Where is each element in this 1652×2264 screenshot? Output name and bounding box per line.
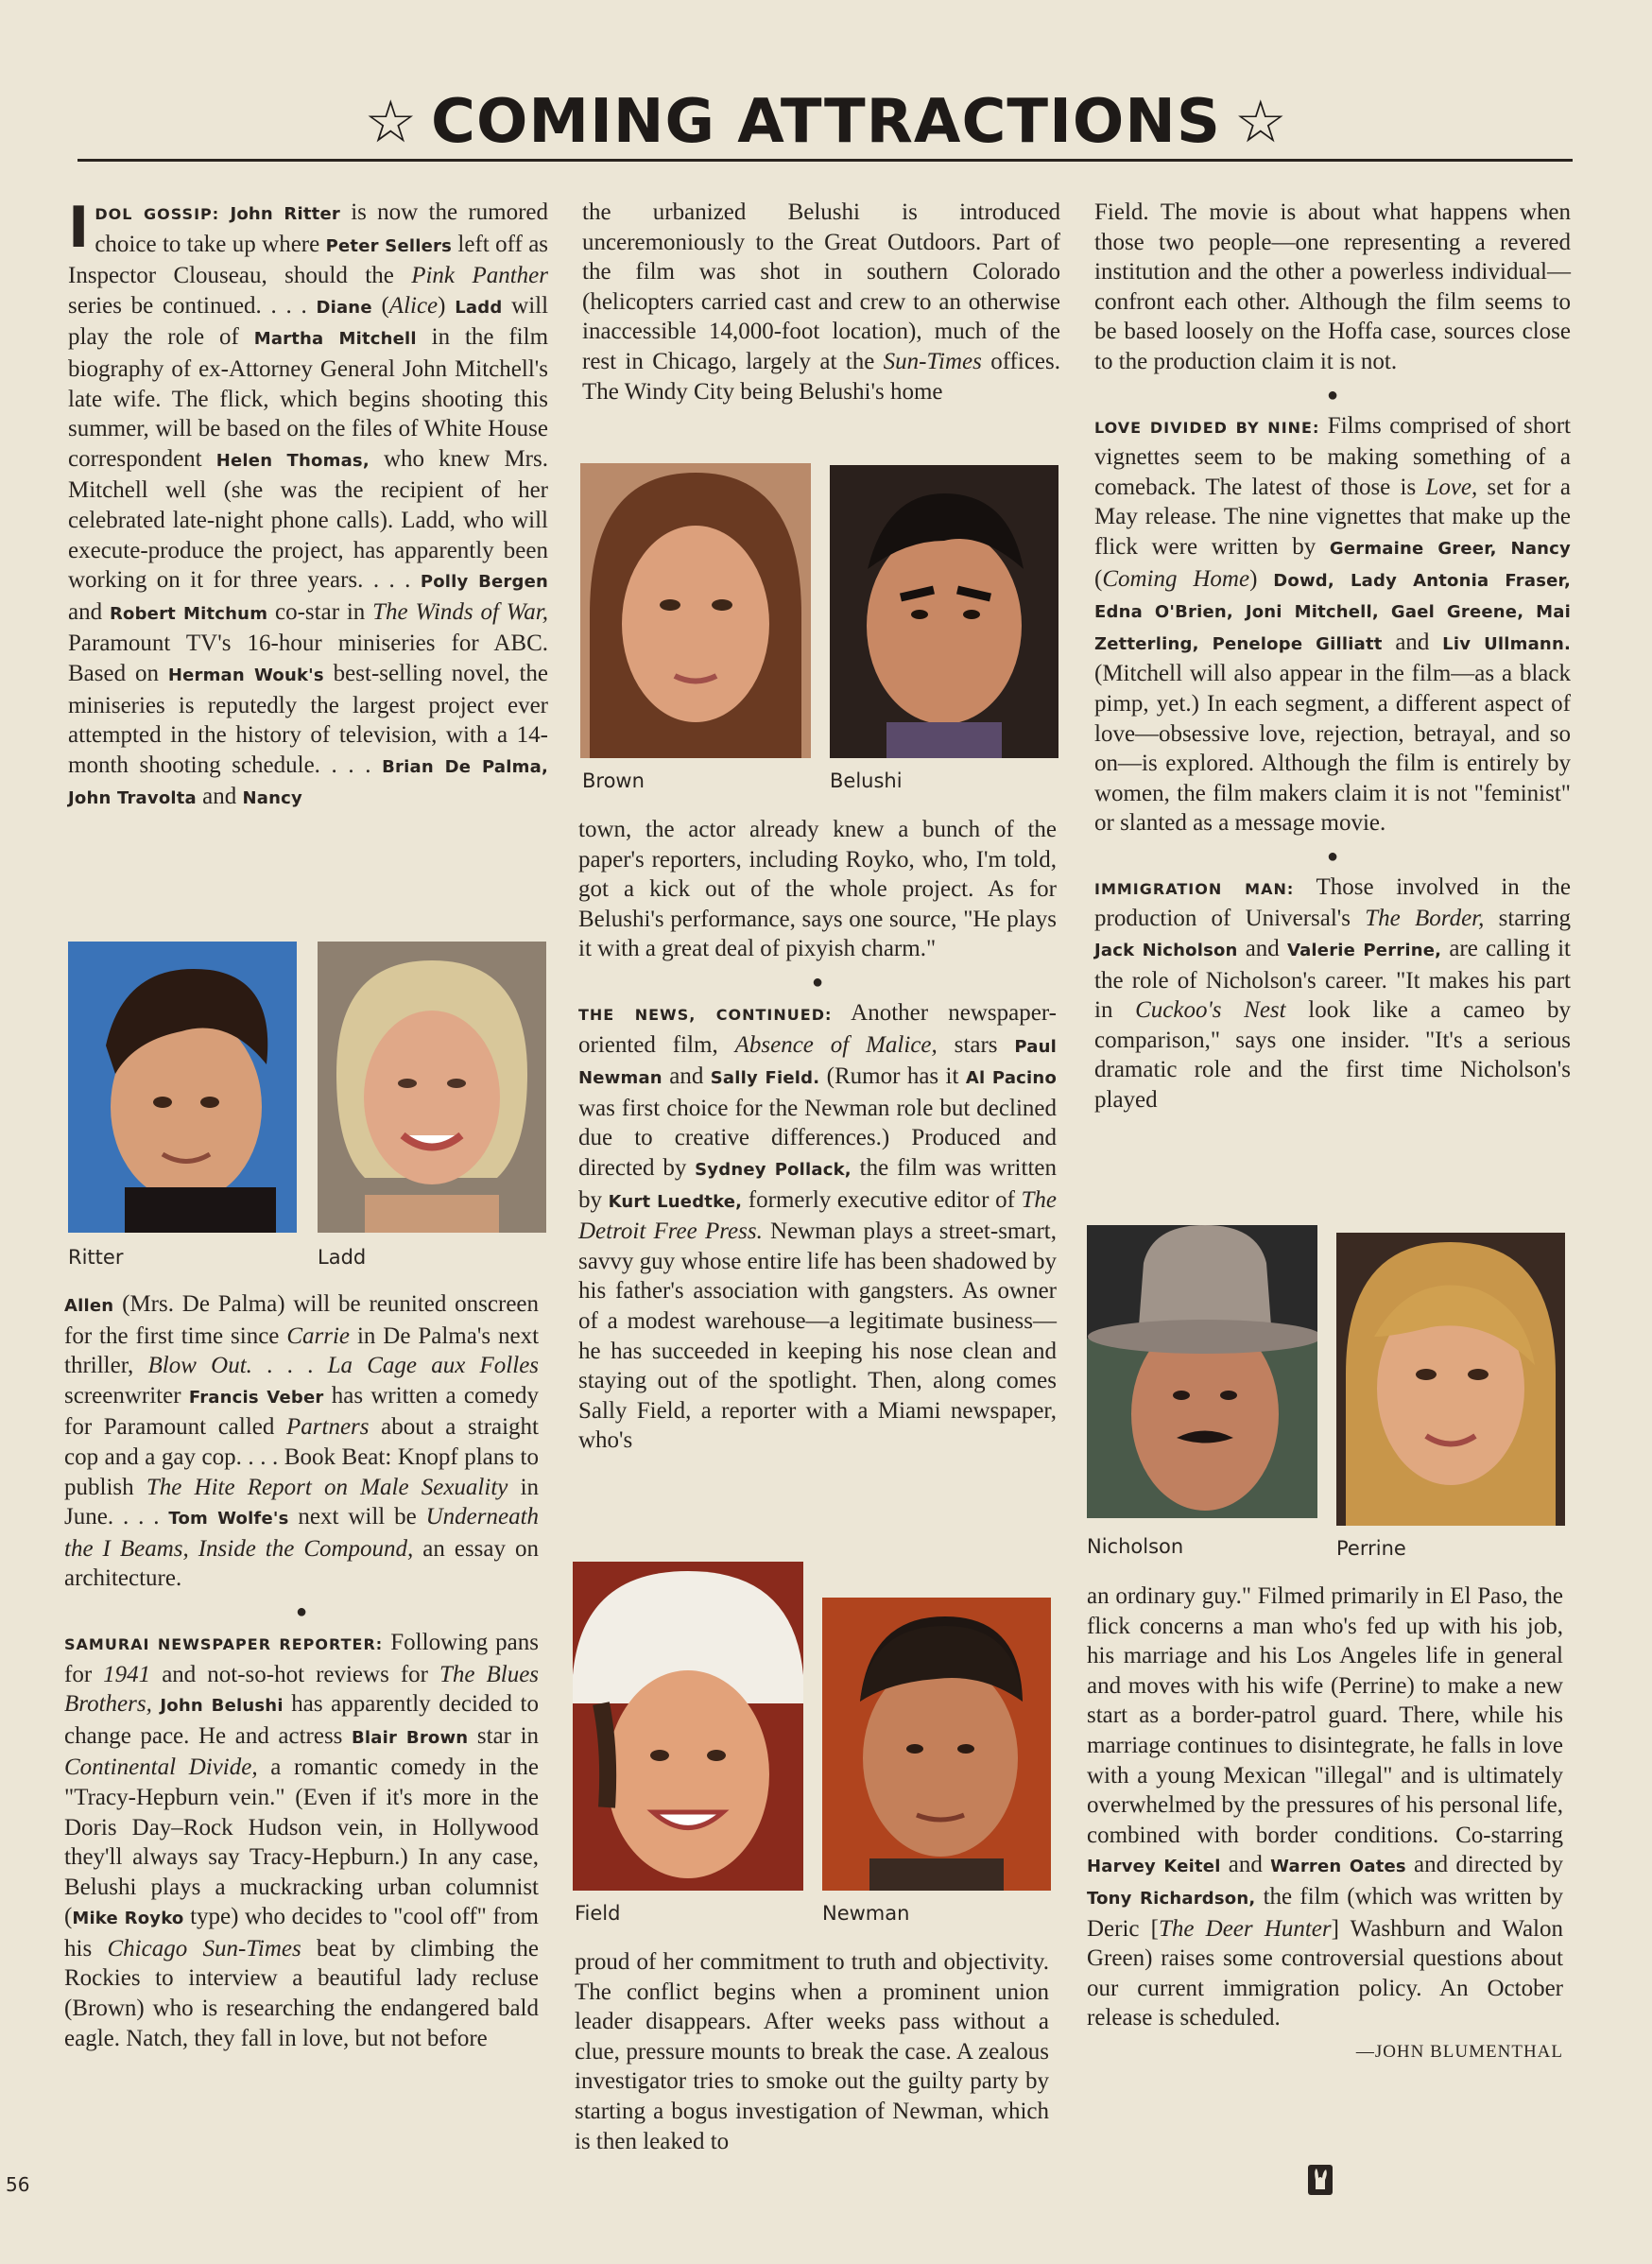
column-2-middle: [578, 815, 1057, 1456]
star-icon: ☆: [364, 87, 419, 156]
column-2-top: [582, 198, 1060, 406]
section-bullet: ●: [295, 1600, 308, 1622]
article-paragraph: proud of her commitment to truth and objectivity. The conflict begins when a prominent union leader disappears. After weeks pass without a clue, pressure mounts to break the case. A zealous investigator tries to smoke out the guilty party by starting a bogus investigation of Newman, which is then leaked to: [575, 1949, 1049, 2154]
article-paragraph: IMMIGRATION MAN: Those involved in the production of Universal's The Border, starring Jack Nicholson and Valerie Perrine, are calling it the role of Nicholson's career. "It makes his part in Cuckoo's Nest look like a cameo by comparison," says one insider. "It's a serious dramatic role and the first time Nicholson's played: [1094, 873, 1572, 1114]
section-bullet: ●: [1326, 845, 1339, 867]
article-paragraph: IDOL GOSSIP: John Ritter is now the rumored choice to take up where Peter Sellers left off as Inspector Clouseau, should the Pink Panther series be continued. . . . Diane (Alice) Ladd will play the role of Martha Mitchell in the film biography of ex-Attorney General John Mitchell's late wife. The flick, which begins shooting this summer, will be based on the files of White House correspondent Helen Thomas, who knew Mrs. Mitchell well (she was the recipient of her celebrated late-night phone calls). Ladd, who will execute-produce the project, has apparently been working on it for three years. . . . Polly Bergen and Robert Mitchum co-star in The Winds of War, Paramount TV's 16-hour miniseries for ABC. Based on Herman Wouk's best-selling novel, the miniseries is reputedly the largest project ever attempted in the history of television, with a 14-month shooting schedule. . . . Brian De Palma, John Travolta and Nancy: [68, 195, 549, 810]
article-paragraph: an ordinary guy." Filmed primarily in El Paso, the flick concerns a man who's fed up with his job, his marriage and his Los Angeles life in general and moves with his wife (Perrine) to make a new start as a border-patrol guard. There, while his marriage continues to disintegrate, he falls in love with a young Mexican "illegal" and is ultimately overwhelmed by the pressures of his personal life, combined with border conditions. Co-starring Harvey Keitel and Warren Oates and directed by Tony Richardson, the film (which was written by Deric [The Deer Hunter] Washburn and Walon Green) raises some controversial questions about our current immigration policy. An October release is scheduled.: [1087, 1583, 1564, 2031]
article-paragraph: SAMURAI NEWSPAPER REPORTER: Following pans for 1941 and not-so-hot reviews for The Blues Brothers, John Belushi has apparently decided to change pace. He and actress Blair Brown star in Continental Divide, a romantic comedy in the "Tracy-Hepburn vein." (Even if it's more in the Doris Day–Rock Hudson vein, in Hollywood they'll always say Tracy-Hepburn.) In any case, Belushi plays a muckracking urban columnist (Mike Royko type) who decides to "cool off" from his Chicago Sun-Times beat by climbing the Rockies to interview a beautiful lady recluse (Brown) who is researching the endangered bald eagle. Natch, they fall in love, but not before: [64, 1629, 540, 2051]
caption-ritter: Ritter: [68, 1246, 124, 1269]
photo-ritter: [68, 942, 297, 1233]
drop-cap: I: [68, 195, 90, 261]
caption-newman: Newman: [822, 1902, 910, 1925]
bunny-logo-icon: [1308, 2165, 1333, 2195]
article-paragraph: LOVE DIVIDED BY NINE: Films comprised of short vignettes seem to be making something of a comeback. The latest of those is Love, set for a May release. The nine vignettes that make up the flick were written by Germaine Greer, Nancy (Coming Home) Dowd, Lady Antonia Fraser, Edna O'Brien, Joni Mitchell, Gael Greene, Mai Zetterling, Penelope Gilliatt and Liv Ullmann. (Mitchell will also appear in the film—as a black pimp, yet.) In each segment, a different aspect of love—obsessive love, rejection, betrayal, and so on—is explored. Although the film is entirely by women, the film makers claim it is not "feminist" or slanted as a message movie.: [1094, 412, 1571, 837]
column-1-top: [68, 195, 549, 814]
page-number: 56: [6, 2173, 30, 2196]
article-paragraph: THE NEWS, CONTINUED: Another newspaper-oriented film, Absence of Malice, stars Paul Newman and Sally Field. (Rumor has it Al Pacino was first choice for the Newman role but declined due to creative differences.) Produced and directed by Sydney Pollack, the film was written by Kurt Luedtke, formerly executive editor of The Detroit Free Press. Newman plays a street-smart, savvy guy whose entire life has been shadowed by his father's association with gangsters. As owner of a modest warehouse—a legitimate business—he has succeeded in keeping his nose clean and staying out of the spotlight. Then, along comes Sally Field, a reporter with a Miami newspaper, who's: [578, 999, 1058, 1454]
section-bullet: ●: [811, 971, 824, 993]
article-paragraph: the urbanized Belushi is introduced unceremoniously to the Great Outdoors. Part of the film was shot in southern Colorado (helicopters carried cast and crew to an otherwise inaccessible 14,000-foot location), much of the rest in Chicago, largely at the Sun-Times offices. The Windy City being Belushi's home: [582, 199, 1061, 405]
section-bullet: ●: [1326, 384, 1339, 406]
article-paragraph: Allen (Mrs. De Palma) will be reunited onscreen for the first time since Carrie in De Palma's next thriller, Blow Out. . . . La Cage aux Folles screenwriter Francis Veber has written a comedy for Paramount called Partners about a straight cop and a gay cop. . . . Book Beat: Knopf plans to publish The Hite Report on Male Sexuality in June. . . . Tom Wolfe's next will be Underneath the I Beams, Inside the Compound, an essay on architecture.: [64, 1291, 540, 1592]
article-paragraph: Field. The movie is about what happens when those two people—one representing a revered institution and the other a powerless individual—confront each other. Although the film seems to be based loosely on the Hoffa case, sources close to the production claim it is not.: [1094, 199, 1571, 374]
photo-perrine: [1336, 1233, 1565, 1526]
title-rule: [77, 159, 1573, 162]
photo-ladd: [318, 942, 546, 1233]
caption-field: Field: [575, 1902, 621, 1925]
caption-nicholson: Nicholson: [1087, 1535, 1184, 1558]
photo-brown: [580, 463, 811, 758]
column-1-bottom: [64, 1289, 539, 2053]
caption-belushi: Belushi: [830, 769, 903, 792]
photo-newman: [822, 1598, 1051, 1891]
article-paragraph: town, the actor already knew a bunch of the paper's reporters, including Royko, who, I'm told, got a kick out of the whole project. As for Belushi's performance, says one source, "He plays it with a great deal of pixyish charm.": [578, 817, 1057, 962]
star-icon: ☆: [1233, 87, 1288, 156]
photo-field: [573, 1562, 803, 1891]
photo-nicholson: [1087, 1225, 1317, 1518]
photo-belushi: [830, 465, 1058, 758]
column-3-bottom: [1087, 1581, 1563, 2067]
page-title: ☆ COMING ATTRACTIONS ☆: [364, 87, 1288, 157]
caption-perrine: Perrine: [1336, 1537, 1406, 1560]
caption-ladd: Ladd: [318, 1246, 367, 1269]
column-2-bottom: [575, 1947, 1049, 2156]
column-3-top: [1094, 198, 1571, 1115]
caption-brown: Brown: [582, 769, 645, 792]
author-signature: —JOHN BLUMENTHAL: [1355, 2041, 1563, 2062]
